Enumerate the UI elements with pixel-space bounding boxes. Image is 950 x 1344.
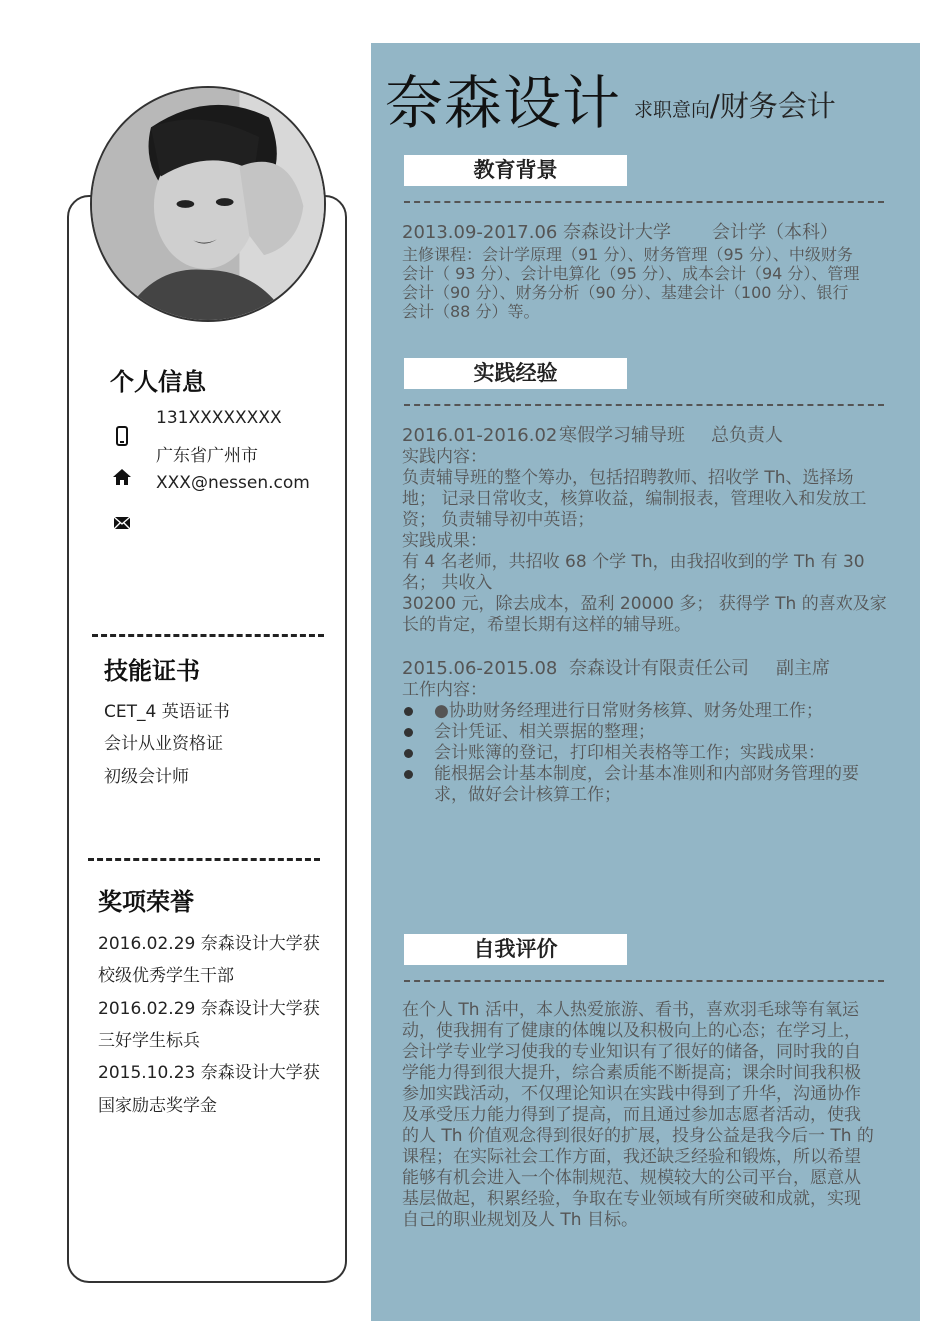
job1-line: 资； 负责辅导初中英语； [402, 510, 595, 530]
home-icon [112, 467, 132, 487]
phone-number: 131XXXXXXXX [156, 408, 282, 428]
award-line: 2016.02.29 奈森设计大学获 [98, 999, 320, 1019]
personal-info-heading: 个人信息 [110, 368, 206, 396]
job1-line: 地； 记录日常收支，核算收益，编制报表，管理收入和发放工 [402, 489, 867, 509]
skills-heading: 技能证书 [104, 657, 200, 685]
self-eval-line: 学能力得到很大提升，综合素质能不断提高；课余时间我积极 [402, 1063, 861, 1083]
self-eval-line: 课程；在实际社会工作方面，我还缺乏经验和锻炼，所以希望 [402, 1147, 861, 1167]
intent-label: 求职意向 [634, 99, 711, 121]
job1-line: 名； 共收入 [402, 573, 493, 593]
education-school: 奈森设计大学 [563, 222, 671, 243]
job1-line: 负责辅导班的整个筹办，包括招聘教师、招收学 Th、选择场 [402, 468, 854, 488]
education-major: 会计学（本科） [712, 222, 838, 243]
self-eval-line: 的人 Th 价值观念得到很好的扩展，投身公益是我今后一 Th 的 [402, 1126, 874, 1146]
skill-item: 会计从业资格证 [104, 734, 223, 754]
job1-role: 总负责人 [711, 425, 783, 446]
profile-photo [90, 86, 326, 322]
bullet-dot [404, 749, 413, 758]
award-line: 2015.10.23 奈森设计大学获 [98, 1063, 320, 1083]
education-period: 2013.09-2017.06 [402, 222, 558, 243]
job1-line: 实践内容： [402, 447, 487, 467]
section-rule [404, 404, 884, 406]
award-line: 三好学生标兵 [98, 1031, 200, 1051]
section-rule [404, 980, 884, 982]
job2-bullet: 会计账簿的登记，打印相关表格等工作；实践成果： [434, 743, 825, 763]
address: 广东省广州市 [156, 446, 258, 466]
self-eval-line: 会计学专业学习使我的专业知识有了很好的储备，同时我的自 [402, 1042, 861, 1062]
self-eval-line: 在个人 Th 活中，本人热爱旅游、看书，喜欢羽毛球等有氧运 [402, 1000, 859, 1020]
self-eval-line: 能够有机会进入一个体制规范、规模较大的公司平台，愿意从 [402, 1168, 861, 1188]
job1-line: 长的肯定，希望长期有这样的辅导班。 [402, 615, 691, 635]
education-heading: 教育背景 [404, 155, 627, 186]
job2-bullet: 会计凭证、相关票据的整理； [434, 722, 655, 742]
job1-line: 有 4 名老师，共招收 68 个学 Th，由我招收到的学 Th 有 30 [402, 552, 865, 572]
candidate-name: 奈森设计 [385, 69, 622, 137]
mail-icon [112, 513, 132, 533]
bullet-dot [404, 728, 413, 737]
self-eval-heading: 自我评价 [404, 934, 627, 965]
awards-heading: 奖项荣誉 [98, 888, 194, 916]
job-title: /财务会计 [710, 89, 836, 123]
course-line: 会计（ 93 分）、会计电算化（95 分）、成本会计（94 分）、管理 [402, 264, 860, 283]
section-rule [404, 201, 884, 203]
divider [88, 858, 320, 861]
job1-org: 寒假学习辅导班 [559, 425, 685, 446]
bullet-dot [404, 707, 413, 716]
job-intent [634, 84, 836, 125]
skill-item: CET_4 英语证书 [104, 702, 230, 722]
practice-heading: 实践经验 [404, 358, 627, 389]
course-line: 会计（90 分）、财务分析（90 分）、基建会计（100 分）、银行 [402, 283, 849, 302]
job2-label: 工作内容： [402, 680, 487, 700]
job1-line: 30200 元，除去成本，盈利 20000 多； 获得学 Th 的喜欢及家 [402, 594, 887, 614]
self-eval-line: 自己的职业规划及人 Th 目标。 [402, 1210, 638, 1230]
job2-org: 奈森设计有限责任公司 [569, 658, 749, 679]
award-line: 校级优秀学生干部 [98, 966, 234, 986]
bullet-dot [404, 770, 413, 779]
divider [92, 634, 324, 637]
job2-bullet: ●协助财务经理进行日常财务核算、财务处理工作； [434, 701, 823, 721]
job1-period: 2016.01-2016.02 [402, 425, 558, 446]
self-eval-line: 动，使我拥有了健康的体魄以及积极向上的心态；在学习上， [402, 1021, 861, 1041]
job2-role: 副主席 [776, 658, 830, 679]
portrait-image [92, 88, 324, 320]
self-eval-line: 参加实践活动，不仅理论知识在实践中得到了升华，沟通协作 [402, 1084, 861, 1104]
self-eval-line: 基层做起，积累经验，争取在专业领域有所突破和成就，实现 [402, 1189, 861, 1209]
course-line: 会计（88 分）等。 [402, 302, 540, 321]
skill-item: 初级会计师 [104, 767, 189, 787]
phone-icon [112, 426, 132, 446]
self-eval-line: 及承受压力能力得到了提高，而且通过参加志愿者活动，使我 [402, 1105, 861, 1125]
job1-line: 实践成果： [402, 531, 487, 551]
job2-bullet: 能根据会计基本制度，会计基本准则和内部财务管理的要 [434, 764, 859, 784]
award-line: 国家励志奖学金 [98, 1096, 217, 1116]
award-line: 2016.02.29 奈森设计大学获 [98, 934, 320, 954]
job2-period: 2015.06-2015.08 [402, 658, 558, 679]
job2-bullet: 求，做好会计核算工作； [434, 785, 621, 805]
email-address: XXX@nessen.com [156, 473, 310, 493]
course-line: 主修课程：会计学原理（91 分）、财务管理（95 分）、中级财务 [402, 245, 853, 264]
